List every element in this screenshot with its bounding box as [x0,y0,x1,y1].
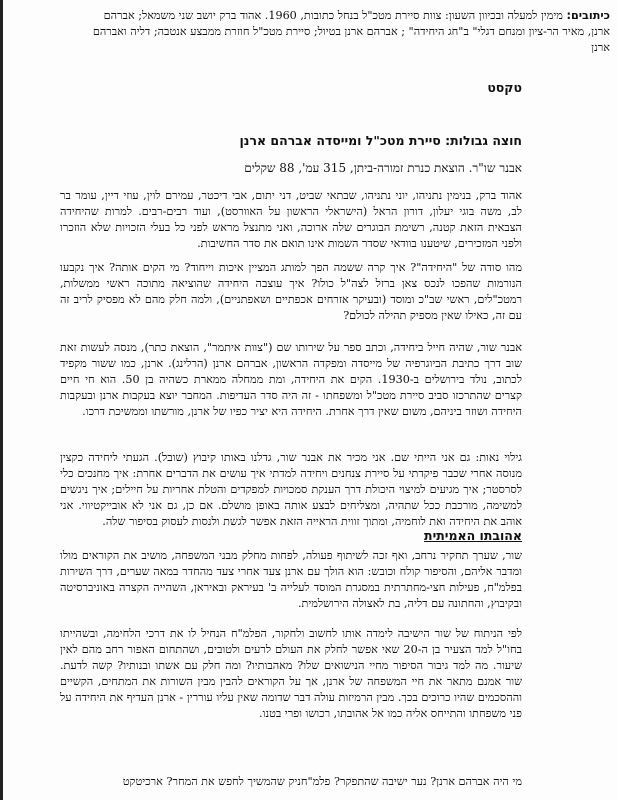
captions-block [78,8,610,56]
review-title: חוצה גבולות: סיירת מטכ"ל ומייסדה אברהם ארנן [239,133,522,148]
byline: אבנר שו"ר. הוצאת כנרת זמורה-ביתן, 315 עמ', 88 שקלים [244,161,522,175]
captions-text: מימין למעלה ובכיוון השעון: צוות סיירת מטכ"ל בנחל כתובות, 1960. אהוד ברק יושב שני משמאל; אברהם ארנן, מאיר הר-ציון ומנחם דגלי" ב"חג היחידה" ; אברהם ארנן בטיול; סיירת מטכ"ל חוזרת ממבצע אנטבה; דליה ואברהם ארנן [92,9,610,54]
paragraph-1: אהוד ברק, בנימין נתניהו, יוני נתניהו, שבתאי שביט, דני יתום, אבי דיכטר, עמירם לוין, עוזי דיין, עומר בר לב, משה בוגי יעלון, דורון הראל (הישראלי הראשון על האוורסט), ועוד רבים-רבים. למרות שהיחידה הצבאית הזאת קטנה, רשימת הבוגרים שלה ארוכה, ואני מתנצל מראש לפני כל בעלי הזכויות שלא הוזכרו ולפני המזכירים, שיטענו בוודאי שסדר השמות אינו תואם את סדר החשיבות. [60,189,522,250]
subheading: אהובתו האמיתית [424,528,522,543]
paragraph-7: מי היה אברהם ארנן? נער ישיבה שהתפקר? פלמ"חניק שהמשיך לחפש את המחר? ארכיטקט [122,775,522,788]
scan-edge [0,0,3,800]
paragraph-5: שור, שערך תחקיר נרחב, ואף זכה לשיתוף פעולה, לפחות מחלק מבני המשפחה, מושיב את הקוראים מולו ומדבר אליהם, והסיפור קולח וכובש: הוא הולך עם ארנן צעד אחרי צעד מהחדר במאה שערים, דרך השירות בפלמ"ח, פעילות חצי-מחתרתית במסגרת המוסד לעלייה ב' בעיראק ובאיראן, השהייה הקצרה באוניברסיטה ובקיבוץ, והחתונה עם דליה, בת לאצולה הירושלמית. [60,549,522,610]
paragraph-2: מהו סודה של "היחידה"? איך קרה ששמה הפך למותג המציין איכות וייחוד? מי הקים אותה? איך נקבעו הנורמות שהפכו לנכס צאן ברזל לצה"ל כולו? איך עוצבה היחידה שהוציאה מתוכה ראשי ממשלות, רמטכ"לים, ראשי שב"כ ומוסד (ובעיקר אזרחים אכפתיים ושאפתניים), ולמה חלק מהם לא מפסיק לריב זה עם זה, כאילו שאין מספיק תהילה לכולם? [60,261,522,322]
paragraph-3: אבנר שור, שהיה חייל ביחידה, וכתב ספר על שירותו שם ("צוות איתמר", הוצאת כתר), מנסה לעשות זאת שוב דרך כתיבת הביוגרפיה של מייסדה ומפקדה הראשון, אברהם ארנן (הרלינג). ארנן, כמו ששור מקפיד לכתוב, נולד בירושלים ב-1930. הקים את היחידה, ומת ממחלה ממארת כשהיה בן 50. הוא חי חיים קצרים שהתרכזו סביב סיירת מטכ"ל ומשפחתו - זה היה סדר העדיפות. המחבר יוצא בעקבות ארנן ובעקבות היחידה ושוזר ביניהם, משום שאין דרך אחרת. היחידה היא יציר כפיו של ארנן, מורשתו וממשיכת דרכו. [60,341,522,418]
paragraph-6: לפי הניתוח של שור הישיבה לימדה אותו לחשוב ולחקור, הפלמ"ח הנחיל לו את דרכי הלחימה, ובשהייתו בחו"ל למד הצעיר בן ה-20 שאי אפשר לחלק את העולם לרעים ולטובים, ושהתחום האפור רחב מהם לאין שיעור. מה למד גיבור הסיפור מחיי הנישואים שלו? מאהבותיו? ומה חלק עם אשתו ובנותיו? קשה לדעת. שור אמנם מתאר את חיי המשפחה של ארנן, אך על הקוראים להבין מבין השורות את המתחים, הקשיים וההסכמים שהיו כרוכים בכך. מבין הרמיזות עולה דבר שדומה שאין עליו עוררין - ארנן העדיף את היחידה על פני משפחתו והתייחס אליה כמו אל אהובתו, רכושו ופרי בטנו. [60,627,522,720]
section-label: טקסט [487,80,522,95]
paragraph-4: גילוי נאות: גם אני הייתי שם. אני מכיר את אבנר שור, גדלנו באותו קיבוץ (שובל). הגעתי ליחידה כקצין מנוסה אחרי שכבר פיקדתי על סיירת צנחנים ויחידה למדתי איך עושים את הדברים אחרת: איך מחנכים כלי לסרסטר; איך מגיעים למיצוי היכולת דרך הענקת סמכויות למפקדים והטלת אחריות על חיילים; איך ניגשים למשימה, מורכבת ככל שתהיה, ומצליחים לבצע אותה באופן מושלם. אם כן, גם אני לא אובייקטיווי. אני אוהב את היחידה ואת לוחמיה, ומתוך זווית הראייה הזאת אפשר לגשת ולנסות לעסוק בסיפור שלה. [60,451,522,528]
captions-label: כיתובים: [566,9,610,22]
